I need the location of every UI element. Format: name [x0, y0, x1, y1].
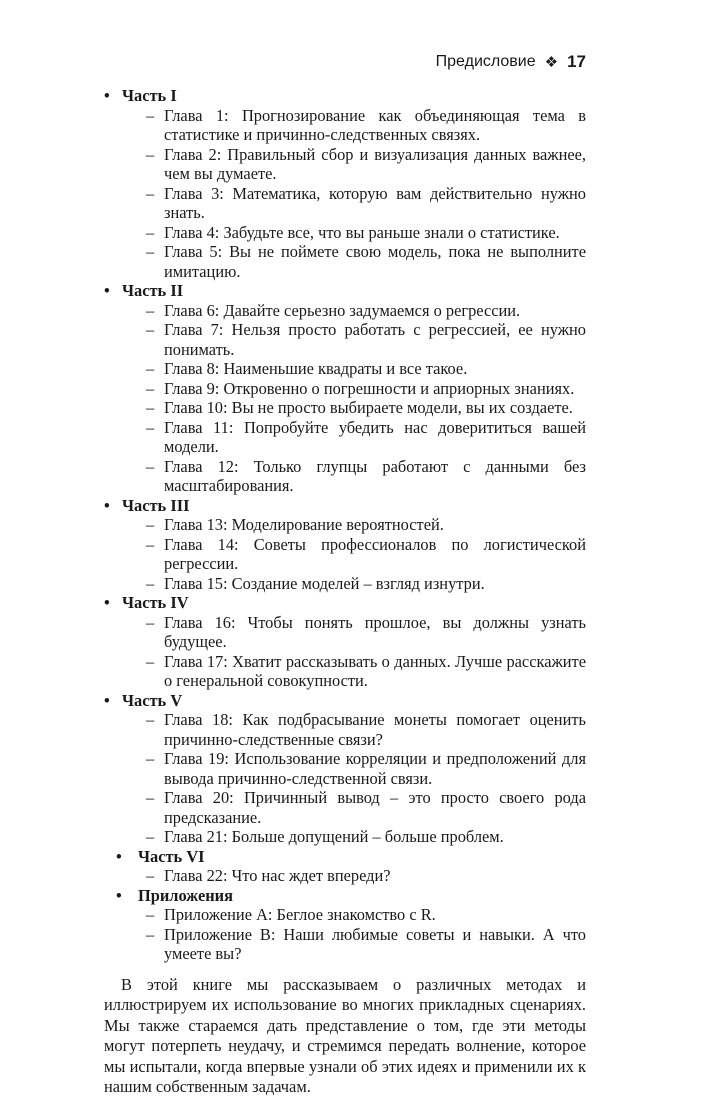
chapter-item: [146, 905, 586, 925]
chapter-text: Глава 15: Создание моделей – взгляд изнутри.: [164, 573, 485, 593]
chapter-list: [138, 866, 586, 886]
part-title: Часть IV: [122, 593, 189, 612]
table-of-contents-list: [104, 86, 586, 964]
chapter-text: Глава 20: Причинный вывод – это просто своего рода предсказание.: [164, 788, 586, 827]
bullet-icon: •: [116, 846, 122, 866]
chapter-item: [146, 535, 586, 574]
chapter-list: [138, 905, 586, 964]
part-title: Часть VI: [138, 846, 205, 866]
chapter-list: [122, 301, 586, 496]
chapter-text: Глава 9: Откровенно о погрешности и априорных знаниях.: [164, 378, 575, 398]
chapter-text: Глава 22: Что нас ждет впереди?: [164, 866, 391, 885]
chapter-text: Глава 6: Давайте серьезно задумаемся о регрессии.: [164, 300, 521, 320]
bullet-icon: •: [104, 690, 110, 710]
part-item: [104, 886, 586, 964]
bullet-icon: •: [104, 593, 110, 612]
part-title: Часть III: [122, 495, 190, 515]
part-title: Приложения: [138, 885, 233, 905]
bullet-icon: •: [104, 495, 110, 515]
chapter-item: [146, 866, 586, 886]
chapter-text: Глава 5: Вы не поймете свою модель, пока не выполните имитацию.: [164, 242, 586, 281]
dash-icon: –: [146, 905, 155, 924]
chapter-item: [146, 574, 586, 594]
chapter-text: Приложение A: Беглое знакомство с R.: [164, 905, 436, 924]
part-title: Часть II: [122, 281, 184, 300]
dash-icon: –: [146, 300, 155, 320]
chapter-item: [146, 652, 586, 691]
part-item: [104, 593, 586, 691]
chapter-text: Глава 2: Правильный сбор и визуализация данных важнее, чем вы думаете.: [164, 144, 586, 183]
chapter-text: Глава 4: Забудьте все, что вы раньше знали о статистике.: [164, 222, 560, 242]
dash-icon: –: [146, 456, 155, 476]
chapter-item: [146, 359, 586, 379]
chapter-item: [146, 613, 586, 652]
chapter-text: Глава 7: Нельзя просто работать с регрессией, ее нужно понимать.: [164, 320, 586, 359]
chapter-item: [146, 301, 586, 321]
page-body: [104, 86, 586, 1098]
part-item: [104, 281, 586, 496]
chapter-list: [122, 106, 586, 282]
chapter-text: Глава 1: Прогнозирование как объединяющая тема в статистике и причинно-следственных связях.: [164, 105, 586, 144]
chapter-text: Глава 17: Хватит рассказывать о данных. Лучше расскажите о генеральной совокупности.: [164, 651, 586, 690]
chapter-item: [146, 788, 586, 827]
dash-icon: –: [146, 866, 155, 885]
dash-icon: –: [146, 612, 155, 632]
chapter-item: [146, 749, 586, 788]
dash-icon: –: [146, 222, 155, 242]
chapter-list: [122, 515, 586, 593]
section-title: Предисловие: [435, 53, 536, 70]
running-head: [436, 52, 586, 72]
chapter-item: [146, 223, 586, 243]
chapter-text: Глава 14: Советы профессионалов по логистической регрессии.: [164, 534, 586, 573]
part-item: [104, 86, 586, 281]
part-item: [104, 847, 586, 886]
chapter-text: Глава 12: Только глупцы работают с данными без масштабирования.: [164, 456, 586, 495]
dash-icon: –: [146, 710, 155, 729]
chapter-text: Глава 8: Наименьшие квадраты и все такое.: [164, 359, 468, 378]
dash-icon: –: [146, 417, 155, 437]
chapter-text: Глава 19: Использование корреляции и предположений для вывода причинно-следственной связи.: [164, 749, 586, 788]
chapter-text: Приложение B: Наши любимые советы и навыки. А что умеете вы?: [164, 924, 586, 963]
dash-icon: –: [146, 515, 155, 534]
dash-icon: –: [146, 924, 155, 944]
fleuron-icon: ❖: [544, 53, 559, 71]
chapter-text: Глава 18: Как подбрасывание монеты помогает оценить причинно-следственные связи?: [164, 710, 586, 749]
chapter-item: [146, 242, 586, 281]
chapter-item: [146, 827, 586, 847]
dash-icon: –: [146, 105, 155, 125]
chapter-item: [146, 710, 586, 749]
chapter-item: [146, 457, 586, 496]
dash-icon: –: [146, 398, 155, 417]
bullet-icon: •: [104, 281, 110, 300]
chapter-text: Глава 13: Моделирование вероятностей.: [164, 515, 444, 534]
dash-icon: –: [146, 359, 155, 378]
part-item: [104, 691, 586, 847]
chapter-item: [146, 320, 586, 359]
dash-icon: –: [146, 183, 155, 203]
chapter-item: [146, 106, 586, 145]
bullet-icon: •: [116, 885, 122, 905]
part-item: [104, 496, 586, 594]
part-title: Часть V: [122, 690, 183, 710]
dash-icon: –: [146, 320, 155, 339]
chapter-item: [146, 398, 586, 418]
dash-icon: –: [146, 378, 155, 398]
chapter-item: [146, 145, 586, 184]
chapter-list: [122, 710, 586, 847]
dash-icon: –: [146, 573, 155, 593]
bullet-icon: •: [104, 86, 110, 105]
page-number: 17: [567, 52, 586, 71]
chapter-text: Глава 10: Вы не просто выбираете модели, вы их создаете.: [164, 398, 573, 417]
dash-icon: –: [146, 788, 155, 807]
chapter-text: Глава 3: Математика, которую вам действительно нужно знать.: [164, 183, 586, 222]
chapter-list: [122, 613, 586, 691]
dash-icon: –: [146, 651, 155, 671]
chapter-item: [146, 379, 586, 399]
dash-icon: –: [146, 534, 155, 554]
chapter-item: [146, 515, 586, 535]
chapter-item: [146, 925, 586, 964]
body-paragraph: В этой книге мы рассказываем о различных методах и иллюстрируем их использование во многих прикладных сценариях. Мы также стараемся дать представление о том, где эти методы могут потерпеть неудачу, и стремимся передать волнение, которое мы испытали, когда впервые узнали об этих идеях и применили их к нашим собственным задачам.: [104, 974, 586, 1096]
dash-icon: –: [146, 749, 155, 768]
chapter-text: Глава 21: Больше допущений – больше проблем.: [164, 827, 504, 846]
chapter-item: [146, 418, 586, 457]
dash-icon: –: [146, 144, 155, 164]
dash-icon: –: [146, 242, 155, 261]
chapter-text: Глава 11: Попробуйте убедить нас доверититься вашей модели.: [164, 417, 586, 456]
chapter-text: Глава 16: Чтобы понять прошлое, вы должны узнать будущее.: [164, 612, 586, 651]
chapter-item: [146, 184, 586, 223]
part-title: Часть I: [122, 86, 177, 105]
dash-icon: –: [146, 827, 155, 846]
